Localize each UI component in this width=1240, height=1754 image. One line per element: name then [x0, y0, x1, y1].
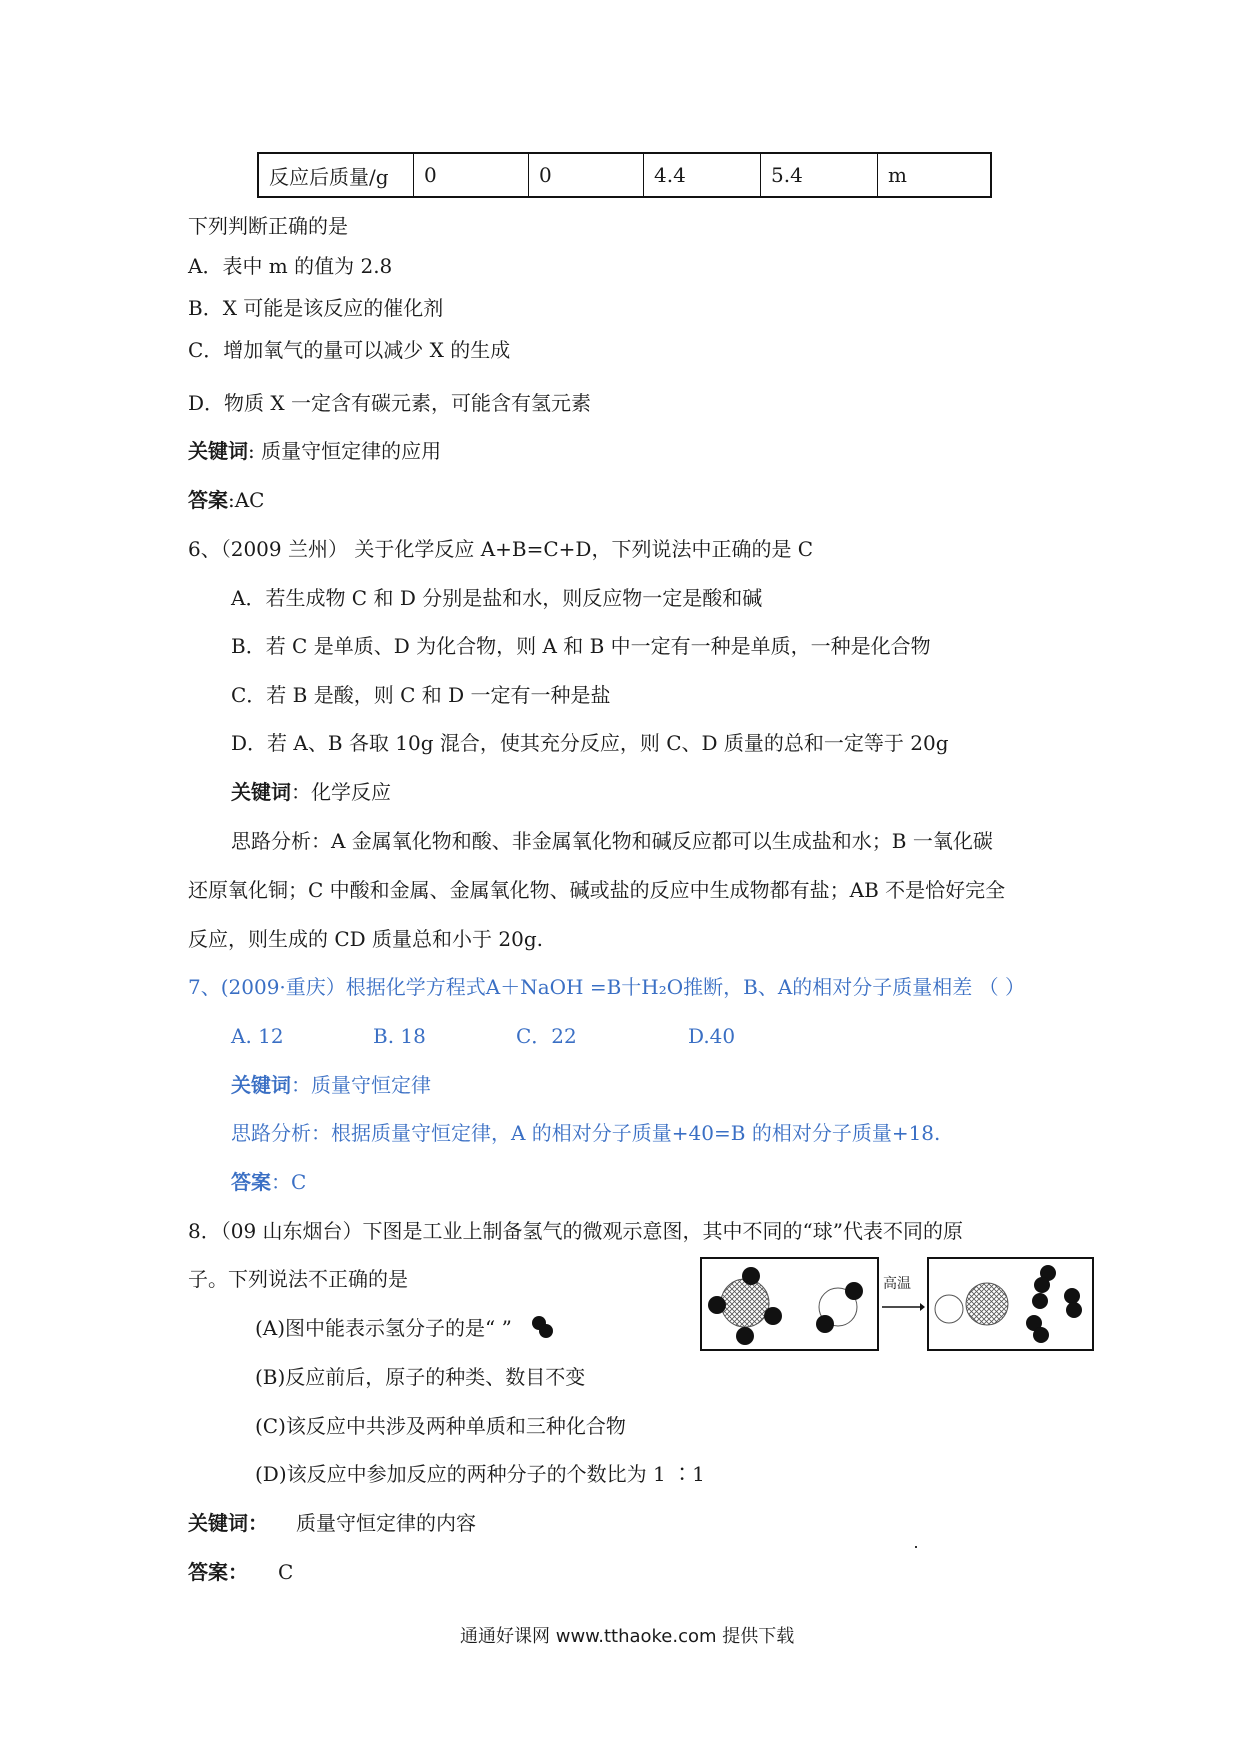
keyword-label: 关键词： — [188, 1511, 268, 1535]
table-cell: 5.4 — [761, 154, 878, 196]
keyword-text: : 质量守恒定律的应用 — [248, 439, 442, 463]
answer-text: ：C — [271, 1170, 307, 1194]
q5-option-b: B．X 可能是该反应的催化剂 — [188, 296, 444, 320]
q8-option-b: (B)反应前后，原子的种类、数目不变 — [255, 1365, 586, 1389]
q6-option-c: C．若 B 是酸，则 C 和 D 一定有一种是盐 — [231, 683, 611, 707]
q8-stem-line-2: 子。下列说法不正确的是 — [188, 1267, 408, 1291]
q7-answer — [231, 1169, 306, 1195]
q8-option-c: (C)该反应中共涉及两种单质和三种化合物 — [255, 1414, 626, 1438]
table-cell: 4.4 — [644, 154, 761, 196]
q5-stem: 下列判断正确的是 — [188, 214, 348, 238]
hydrogen-molecule-icon — [528, 1311, 558, 1341]
keyword-text: ：化学反应 — [291, 780, 391, 804]
table-cell: 0 — [414, 154, 529, 196]
q5-option-c: C．增加氧气的量可以减少 X 的生成 — [188, 338, 511, 362]
q8-stem-line-1: 8．（09 山东烟台）下图是工业上制备氢气的微观示意图，其中不同的“球”代表不同的原 — [188, 1219, 963, 1243]
keyword-text: 质量守恒定律的内容 — [296, 1511, 476, 1535]
q8-option-a — [255, 1315, 512, 1341]
answer-text: C — [278, 1560, 294, 1584]
q5-keyword — [188, 438, 441, 464]
q7-option-b: B. 18 — [373, 1024, 426, 1048]
q7-keyword — [231, 1072, 431, 1098]
q6-option-a: A．若生成物 C 和 D 分别是盐和水，则反应物一定是酸和碱 — [231, 586, 763, 610]
q7-option-d: D.40 — [688, 1024, 736, 1048]
table-cell: 0 — [529, 154, 644, 196]
q5-option-d: D．物质 X 一定含有碳元素，可能含有氢元素 — [188, 391, 591, 415]
reaction-arrow-icon — [880, 1290, 925, 1320]
q6-option-b: B．若 C 是单质、D 为化合物，则 A 和 B 中一定有一种是单质，一种是化合物 — [231, 634, 931, 658]
keyword-label: 关键词 — [231, 780, 291, 804]
q7-option-a: A. 12 — [231, 1024, 284, 1048]
product-molecules-diagram — [929, 1259, 1092, 1349]
q6-keyword — [231, 779, 391, 805]
q5-option-a: A．表中 m 的值为 2.8 — [188, 254, 393, 278]
q6-option-d: D．若 A、B 各取 10g 混合，使其充分反应，则 C、D 质量的总和一定等于 20g — [231, 731, 949, 755]
stray-dot — [915, 1546, 917, 1548]
reaction-condition-label: 高温 — [883, 1276, 911, 1292]
answer-text: :AC — [228, 488, 265, 512]
q8-option-a-text: (A)图中能表示氢分子的是“ ” — [255, 1316, 512, 1340]
q6-stem: 6、（2009 兰州） 关于化学反应 A+B=C+D，下列说法中正确的是 C — [188, 537, 814, 561]
table-cell: m — [888, 163, 907, 187]
q7-analysis: 思路分析：根据质量守恒定律，A 的相对分子质量+40=B 的相对分子质量+18. — [231, 1121, 941, 1145]
reactants-box — [700, 1257, 879, 1351]
result-table-row — [257, 152, 992, 198]
keyword-text: ：质量守恒定律 — [291, 1073, 431, 1097]
q6-analysis-line-1: 思路分析：A 金属氧化物和酸、非金属氧化物和碱反应都可以生成盐和水；B 一氧化碳 — [231, 829, 993, 853]
q8-option-d: (D)该反应中参加反应的两种分子的个数比为 1 ∶1 — [255, 1462, 705, 1486]
q5-answer — [188, 487, 264, 513]
q7-stem: 7、(2009·重庆）根据化学方程式A＋NaOH =B十H₂O推断，B、A的相对分子质量相差 （ ） — [188, 975, 1026, 999]
keyword-label: 关键词 — [231, 1073, 291, 1097]
q8-keyword — [188, 1510, 476, 1536]
answer-label: 答案 — [188, 488, 228, 512]
reactant-molecules-diagram — [702, 1259, 877, 1349]
q7-option-c: C．22 — [516, 1024, 577, 1048]
q6-analysis-line-3: 反应，则生成的 CD 质量总和小于 20g. — [188, 927, 544, 951]
products-box — [927, 1257, 1094, 1351]
table-row-label: 反应后质量/g — [259, 154, 414, 196]
page-footer: 通通好课网 www.tthaoke.com 提供下载 — [460, 1626, 795, 1647]
q8-answer — [188, 1559, 293, 1585]
answer-label: 答案 — [231, 1170, 271, 1194]
answer-label: 答案： — [188, 1560, 248, 1584]
q6-analysis-line-2: 还原氧化铜；C 中酸和金属、金属氧化物、碱或盐的反应中生成物都有盐；AB 不是恰好完全 — [188, 878, 1006, 902]
keyword-label: 关键词 — [188, 439, 248, 463]
